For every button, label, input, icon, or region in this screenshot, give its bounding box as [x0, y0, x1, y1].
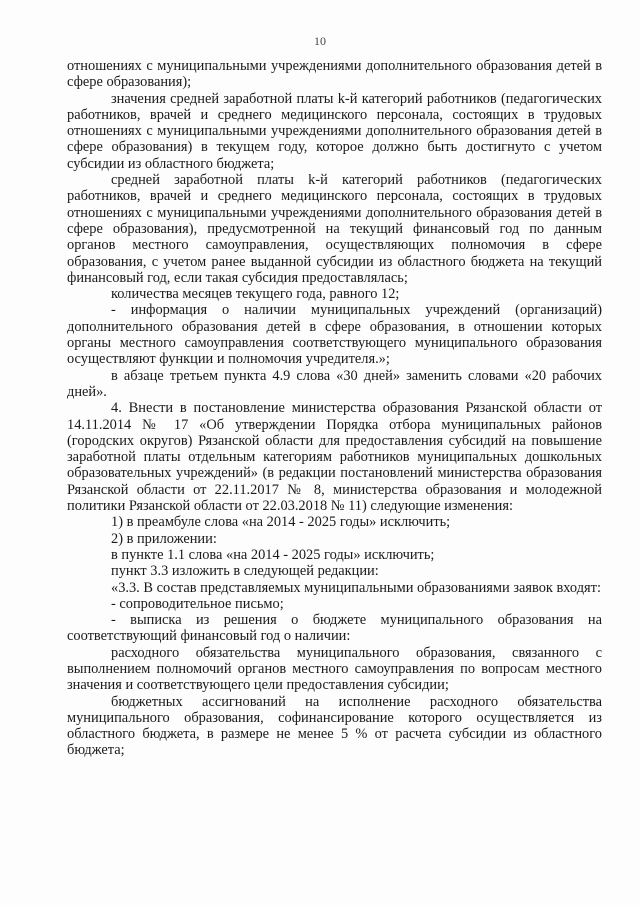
page-number: 10 [314, 34, 326, 48]
paragraph: пункт 3.3 изложить в следующей редакции: [111, 563, 379, 580]
paragraph: - выписка из решения о бюджете муниципального образования на соответствующий финансовый год о наличии: [67, 612, 602, 645]
paragraph: расходного обязательства муниципального образования, связанного с выполнением полномочий органов местного самоуправления по вопросам местного значения и соответствующего цели предоставления субсидии; [67, 644, 602, 694]
document-body [67, 58, 602, 759]
paragraph: отношениях с муниципальными учреждениями дополнительного образования детей в сфере образования); [67, 58, 602, 91]
paragraph: бюджетных ассигнований на исполнение расходного обязательства муниципального образования, софинансирование которого осуществляется из областного бюджета, в размере не менее 5 % от расчета субсидии из областного бюджета; [67, 693, 602, 759]
paragraph: в пункте 1.1 слова «на 2014 - 2025 годы» исключить; [111, 546, 435, 563]
paragraph: - информация о наличии муниципальных учреждений (организаций) дополнительного образования детей в сфере образования, в отношении которых органы местного самоуправления соответствующего муниципального образования осуществляют функции и полномочия учредителя.»; [67, 302, 602, 368]
paragraph: значения средней заработной платы k-й категорий работников (педагогических работников, врачей и среднего медицинского персонала, состоящих в трудовых отношениях с муниципальными учреждениями дополнительного образования детей в сфере образования) в текущем году, которое должно быть достигнуто с учетом субсидии из областного бюджета; [67, 90, 602, 172]
paragraph: - сопроводительное письмо; [111, 595, 284, 612]
paragraph: средней заработной платы k-й категорий работников (педагогических работников, врачей и среднего медицинского персонала, состоящих в трудовых отношениях с муниципальными учреждениями дополнительного образования детей в сфере образования), предусмотренной на текущий финансовый год по данным органов местного самоуправления, осуществляющих полномочия в сфере образования, с учетом ранее выданной субсидии из областного бюджета на текущий финансовый год, если такая субсидия предоставлялась; [67, 172, 602, 286]
paragraph: 4. Внести в постановление министерства образования Рязанской области от 14.11.2014 № 17 «Об утверждении Порядка отбора муниципальных районов (городских округов) Рязанской области для предоставления субсидий на повышение заработной платы отдельным категориям работников муниципальных дошкольных образовательных учреждений» (в редакции постановлений министерства образования Рязанской области от 22.11.2017 № 8, министерства образования и молодежной политики Рязанской области от 22.03.2018 № 11) следующие изменения: [67, 400, 602, 515]
paragraph: 2) в приложении: [111, 530, 217, 547]
paragraph: 1) в преамбуле слова «на 2014 - 2025 годы» исключить; [111, 514, 451, 531]
paragraph: в абзаце третьем пункта 4.9 слова «30 дней» заменить словами «20 рабочих дней». [67, 367, 602, 400]
paragraph: количества месяцев текущего года, равного 12; [111, 286, 400, 303]
paragraph: «3.3. В состав представляемых муниципальными образованиями заявок входят: [111, 579, 601, 596]
